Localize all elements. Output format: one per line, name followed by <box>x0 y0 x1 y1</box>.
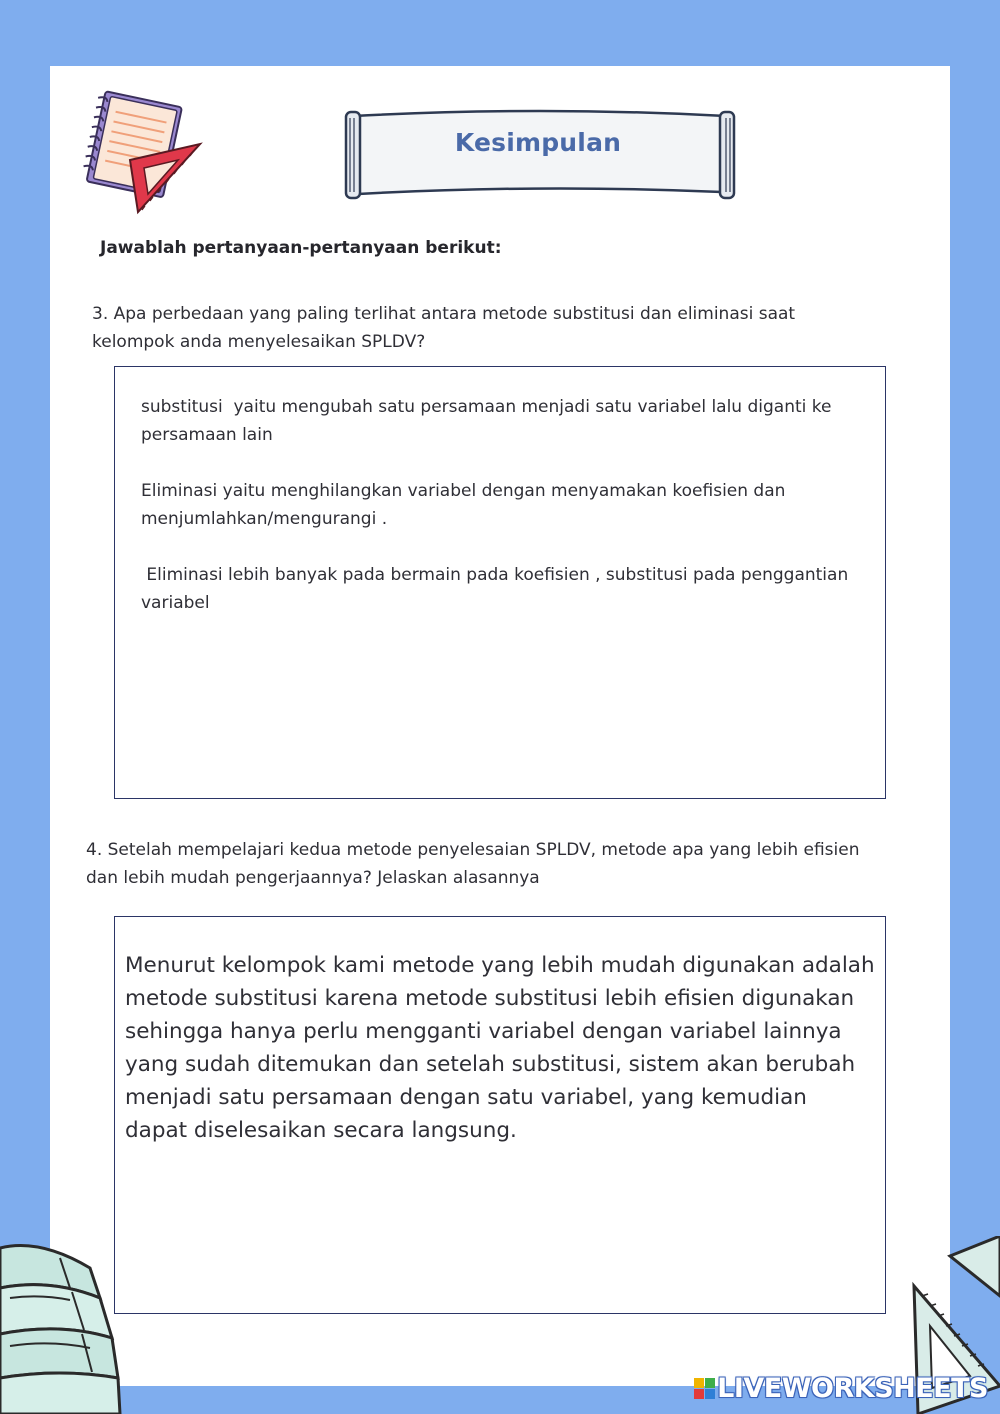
question-4-text: 4. Setelah mempelajari kedua metode penyelesaian SPLDV, metode apa yang lebih efisien dan lebih mudah pengerjaannya? Jelaskan alasannya <box>86 840 860 888</box>
answer-box-3[interactable] <box>114 366 886 799</box>
instruction-text: Jawablah pertanyaan-pertanyaan berikut: <box>100 238 502 258</box>
logo-mark-tile <box>694 1389 704 1399</box>
liveworksheets-logo[interactable] <box>694 1370 988 1406</box>
page-title: Kesimpulan <box>454 128 622 157</box>
question-3-text: 3. Apa perbedaan yang paling terlihat antara metode substitusi dan eliminasi saat kelompok anda menyelesaikan SPLDV? <box>92 304 796 352</box>
logo-mark-tile <box>705 1378 715 1388</box>
answer-3-paragraph: Eliminasi yaitu menghilangkan variabel dengan menyamakan koefisien dan menjumlahkan/mengurangi . <box>141 481 791 529</box>
logo-text: LIVEWORKSHEETS <box>717 1372 988 1404</box>
answer-3-paragraph: substitusi yaitu mengubah satu persamaan menjadi satu variabel lalu diganti ke persamaan lain <box>141 397 837 445</box>
logo-mark-icon <box>694 1378 715 1399</box>
logo-mark-tile <box>705 1389 715 1399</box>
logo-mark-tile <box>694 1378 704 1388</box>
answer-box-4[interactable] <box>114 916 886 1314</box>
notebook-ruler-icon <box>72 90 212 218</box>
books-icon <box>0 1238 130 1414</box>
answer-4-text: Menurut kelompok kami metode yang lebih mudah digunakan adalah metode substitusi karena metode substitusi lebih efisien digunakan sehingga hanya perlu mengganti variabel dengan variabel lainnya yang sudah ditemukan dan setelah substitusi, sistem akan berubah menjadi satu persamaan dengan satu variabel, yang kemudian dapat diselesaikan secara langsung. <box>125 953 875 1143</box>
answer-3-paragraph: Eliminasi lebih banyak pada bermain pada koefisien , substitusi pada penggantian variabel <box>141 565 854 613</box>
